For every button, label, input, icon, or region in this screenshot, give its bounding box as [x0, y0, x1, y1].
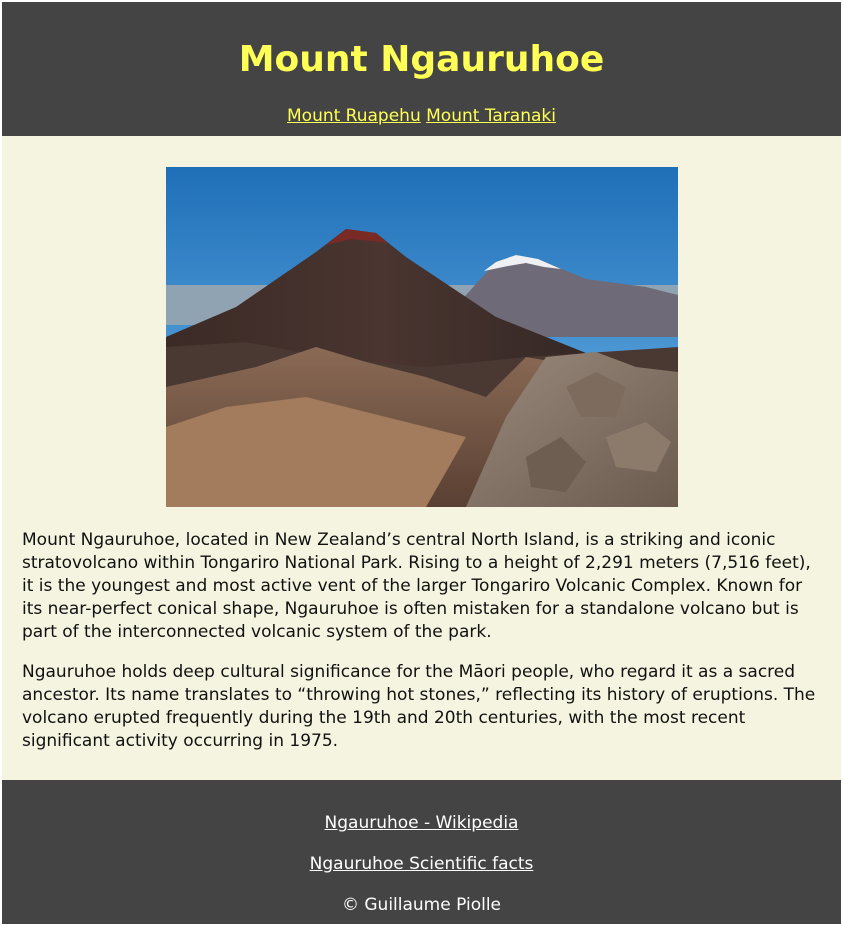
- volcano-photo: [166, 167, 678, 507]
- header-nav: [2, 105, 841, 127]
- copyright-text: © Guillaume Piolle: [341, 895, 502, 915]
- volcano-photo-illustration: [166, 167, 678, 507]
- site-footer: [2, 780, 841, 924]
- wikipedia-link[interactable]: Ngauruhoe - Wikipedia: [324, 813, 519, 833]
- paragraph-intro: Mount Ngauruhoe, located in New Zealand’s central North Island, is a striking and iconic stratovolcano within Tongariro National Park. Rising to a height of 2,291 meters (7,516 feet), it is the youngest and most active vent of the larger Tongariro Volcanic Complex. Known for its near-perfect conical shape, Ngauruhoe is often mistaken for a standalone volcano but is part of the interconnected volcanic system of the park.: [22, 530, 811, 642]
- site-header: [2, 2, 841, 136]
- page-frame: [2, 2, 841, 924]
- paragraph-culture: Ngauruhoe holds deep cultural significance for the Māori people, who regard it as a sacred ancestor. Its name translates to “throwing hot stones,” reflecting its history of eruptions. The volcano erupted frequently during the 19th and 20th centuries, with the most recent significant activity occurring in 1975.: [22, 662, 816, 751]
- page-title: Mount Ngauruhoe: [238, 39, 605, 80]
- scientific-facts-link[interactable]: Ngauruhoe Scientific facts: [309, 854, 534, 874]
- nav-link-taranaki[interactable]: Mount Taranaki: [426, 106, 556, 126]
- footer-scientific-row: [2, 853, 841, 875]
- main-content: [2, 136, 841, 780]
- footer-wikipedia-row: [2, 812, 841, 834]
- nav-link-ruapehu[interactable]: Mount Ruapehu: [287, 106, 421, 126]
- article-body: [22, 529, 822, 770]
